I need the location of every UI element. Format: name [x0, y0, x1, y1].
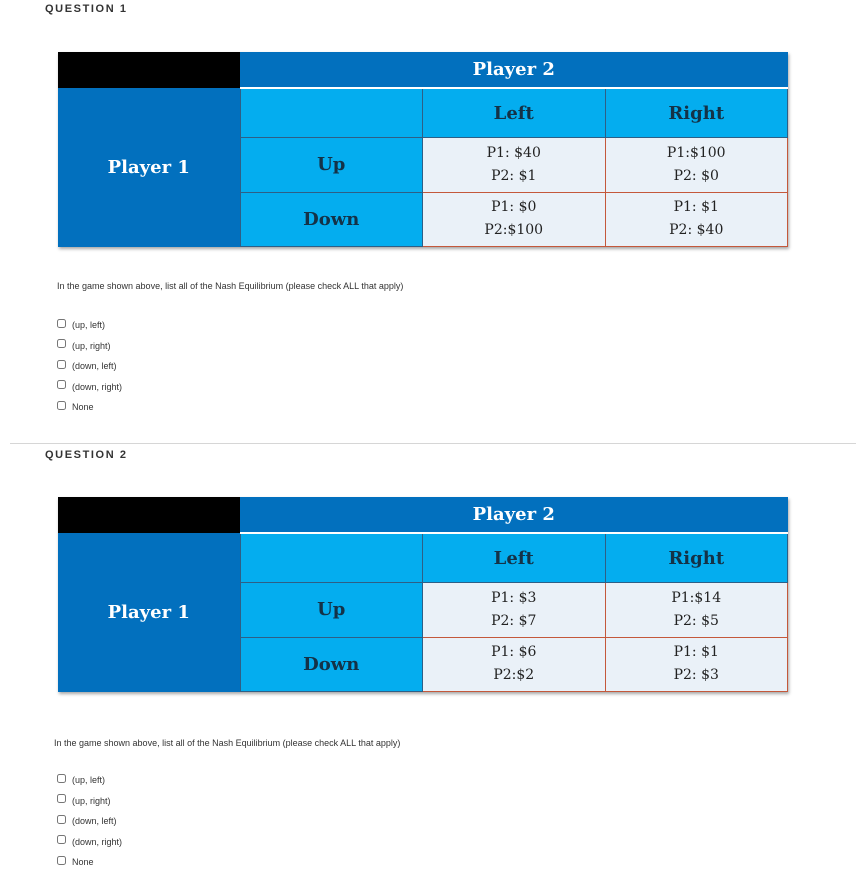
row-header-up: Up	[240, 138, 423, 193]
column-header-left: Left	[423, 88, 606, 138]
payoff-p2: P2:$100	[484, 222, 544, 239]
payoff-cell-down-right	[605, 637, 788, 692]
option-label[interactable]: (up, right)	[72, 340, 111, 351]
payoff-p1: P1: $1	[673, 199, 719, 216]
payoff-p1: P1: $1	[673, 644, 719, 661]
payoff-cell-down-left	[423, 637, 606, 692]
option-up-left	[57, 315, 122, 336]
payoff-p2: P2: $5	[673, 612, 719, 629]
option-checkbox[interactable]	[57, 835, 66, 844]
option-label[interactable]: (up, right)	[72, 795, 111, 806]
option-checkbox[interactable]	[57, 360, 66, 369]
option-checkbox[interactable]	[57, 380, 66, 389]
payoff-p2: P2: $40	[669, 222, 724, 239]
option-label[interactable]: None	[72, 402, 94, 413]
payoff-cell-up-right	[605, 583, 788, 638]
answer-options	[57, 315, 122, 418]
payoff-p2: P2: $1	[491, 167, 537, 184]
option-none	[57, 852, 122, 873]
option-label[interactable]: None	[72, 857, 94, 868]
option-down-right	[57, 377, 122, 398]
option-label[interactable]: (down, left)	[72, 816, 117, 827]
blank-header-cell	[240, 533, 423, 583]
corner-cell	[58, 497, 240, 533]
payoff-p1: P1: $6	[491, 644, 537, 661]
option-checkbox[interactable]	[57, 856, 66, 865]
row-header-down: Down	[240, 192, 423, 247]
answer-options	[57, 770, 122, 873]
option-checkbox[interactable]	[57, 815, 66, 824]
option-checkbox[interactable]	[57, 339, 66, 348]
payoff-p2: P2: $7	[491, 612, 537, 629]
question-divider	[10, 443, 856, 444]
payoff-p2: P2:$2	[493, 667, 535, 684]
option-up-left	[57, 770, 122, 791]
option-label[interactable]: (down, right)	[72, 381, 123, 392]
column-header-right: Right	[605, 533, 788, 583]
corner-cell	[58, 52, 240, 88]
option-label[interactable]: (up, left)	[72, 775, 106, 786]
payoff-p1: P1: $0	[491, 199, 537, 216]
option-down-left	[57, 356, 122, 377]
option-label[interactable]: (up, left)	[72, 320, 106, 331]
option-down-left	[57, 811, 122, 832]
option-checkbox[interactable]	[57, 401, 66, 410]
column-header-left: Left	[423, 533, 606, 583]
option-down-right	[57, 832, 122, 853]
payoff-matrix	[58, 497, 788, 692]
column-header-right: Right	[605, 88, 788, 138]
question-2	[0, 446, 856, 873]
payoff-p1: P1: $3	[491, 589, 537, 606]
payoff-p1: P1:$100	[666, 144, 726, 161]
option-up-right	[57, 336, 122, 357]
option-label[interactable]: (down, right)	[72, 836, 123, 847]
payoff-matrix	[58, 52, 788, 247]
option-checkbox[interactable]	[57, 319, 66, 328]
payoff-p2: P2: $0	[673, 167, 719, 184]
option-checkbox[interactable]	[57, 794, 66, 803]
payoff-p1: P1:$14	[671, 589, 722, 606]
row-player-label: Player 1	[58, 88, 240, 247]
option-checkbox[interactable]	[57, 774, 66, 783]
payoff-cell-up-right	[605, 138, 788, 193]
blank-header-cell	[240, 88, 423, 138]
option-up-right	[57, 791, 122, 812]
option-none	[57, 397, 122, 418]
row-header-down: Down	[240, 637, 423, 692]
row-player-label: Player 1	[58, 533, 240, 692]
payoff-cell-down-left	[423, 192, 606, 247]
payoff-cell-up-left	[423, 138, 606, 193]
payoff-cell-down-right	[605, 192, 788, 247]
payoff-p2: P2: $3	[673, 667, 719, 684]
column-player-label: Player 2	[240, 52, 788, 88]
question-prompt: In the game shown above, list all of the Nash Equilibrium (please check ALL that apply)	[57, 281, 404, 291]
row-header-up: Up	[240, 583, 423, 638]
column-player-label: Player 2	[240, 497, 788, 533]
option-label[interactable]: (down, left)	[72, 361, 117, 372]
payoff-p1: P1: $40	[486, 144, 541, 161]
question-prompt: In the game shown above, list all of the Nash Equilibrium (please check ALL that apply)	[54, 738, 401, 748]
question-heading: QUESTION 2	[45, 449, 128, 461]
payoff-cell-up-left	[423, 583, 606, 638]
question-heading: QUESTION 1	[45, 3, 128, 15]
